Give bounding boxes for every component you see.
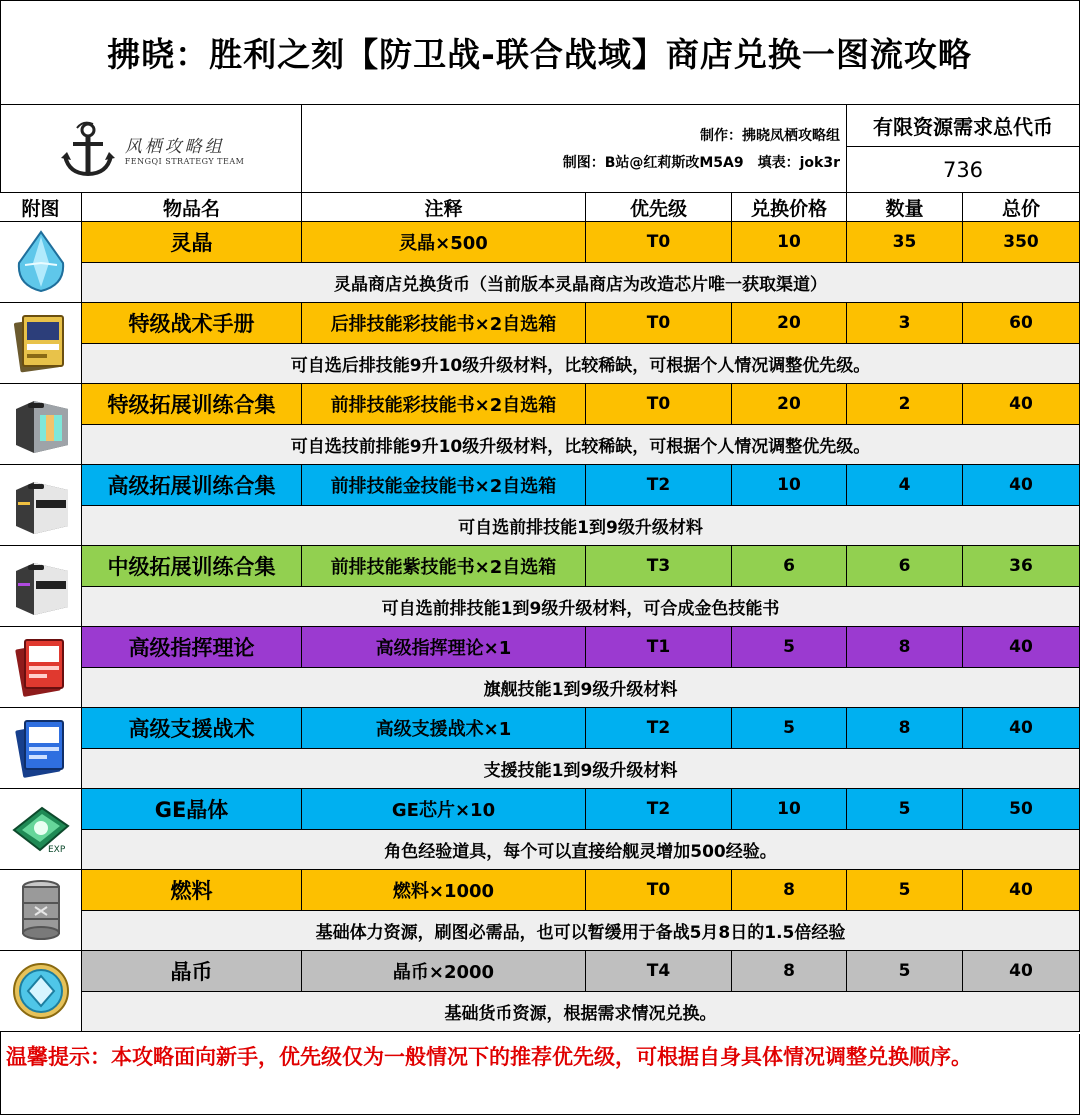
crystal-coin-icon: [10, 960, 72, 1022]
summary-label: 有限资源需求总代币: [847, 105, 1080, 147]
item-description: 基础体力资源，刷图必需品，也可以暂缓用于备战5月8日的1.5倍经验: [82, 911, 1080, 951]
item-priority: T2: [586, 708, 732, 749]
item-name: 特级战术手册: [82, 303, 302, 344]
item-image-cell: [0, 627, 82, 708]
item-name: 特级拓展训练合集: [82, 384, 302, 425]
logo-block: [0, 105, 302, 193]
header-priority: 优先级: [586, 193, 732, 222]
item-price: 20: [732, 303, 847, 344]
command-theory-book-icon: [11, 634, 71, 700]
item-name: 高级指挥理论: [82, 627, 302, 668]
support-tactics-book-icon: [11, 715, 71, 781]
item-name: 中级拓展训练合集: [82, 546, 302, 587]
item-price: 10: [732, 789, 847, 830]
item-image-cell: [0, 465, 82, 546]
item-priority: T0: [586, 384, 732, 425]
item-description: 可自选前排技能1到9级升级材料，可合成金色技能书: [82, 587, 1080, 627]
item-note: 前排技能紫技能书×2自选箱: [302, 546, 586, 587]
item-total: 60: [963, 303, 1080, 344]
item-priority: T0: [586, 303, 732, 344]
ge-crystal-chip-icon: [8, 796, 74, 862]
item-description: 灵晶商店兑换货币（当前版本灵晶商店为改造芯片唯一获取渠道）: [82, 263, 1080, 303]
item-total: 40: [963, 708, 1080, 749]
item-note: 晶币×2000: [302, 951, 586, 992]
item-description: 基础货币资源，根据需求情况兑换。: [82, 992, 1080, 1032]
item-name: 灵晶: [82, 222, 302, 263]
item-price: 20: [732, 384, 847, 425]
item-quantity: 6: [847, 546, 963, 587]
item-description: 可自选后排技能9升10级升级材料，比较稀缺，可根据个人情况调整优先级。: [82, 344, 1080, 384]
logo-en-text: FENGQI STRATEGY TEAM: [124, 156, 245, 166]
item-quantity: 3: [847, 303, 963, 344]
item-note: 前排技能金技能书×2自选箱: [302, 465, 586, 506]
header-quantity: 数量: [847, 193, 963, 222]
item-priority: T0: [586, 870, 732, 911]
item-description: 支援技能1到9级升级材料: [82, 749, 1080, 789]
item-quantity: 2: [847, 384, 963, 425]
item-image-cell: [0, 384, 82, 465]
tactics-manual-icon: [11, 310, 71, 376]
item-description: 角色经验道具，每个可以直接给舰灵增加500经验。: [82, 830, 1080, 870]
item-note: 后排技能彩技能书×2自选箱: [302, 303, 586, 344]
item-image-cell: [0, 222, 82, 303]
item-total: 40: [963, 951, 1080, 992]
header-image: 附图: [0, 193, 82, 222]
credits-block: [302, 105, 847, 193]
item-name: 燃料: [82, 870, 302, 911]
item-total: 40: [963, 870, 1080, 911]
item-priority: T2: [586, 789, 732, 830]
item-price: 5: [732, 708, 847, 749]
item-total: 40: [963, 384, 1080, 425]
page-title: 拂晓：胜利之刻【防卫战-联合战域】商店兑换一图流攻略: [0, 0, 1080, 105]
item-image-cell: [0, 789, 82, 870]
item-price: 5: [732, 627, 847, 668]
item-total: 40: [963, 627, 1080, 668]
item-image-cell: [0, 708, 82, 789]
item-note: 高级指挥理论×1: [302, 627, 586, 668]
item-quantity: 35: [847, 222, 963, 263]
item-price: 10: [732, 465, 847, 506]
item-price: 8: [732, 951, 847, 992]
item-image-cell: [0, 546, 82, 627]
item-total: 350: [963, 222, 1080, 263]
item-quantity: 8: [847, 708, 963, 749]
spirit-crystal-icon: [11, 229, 71, 295]
item-name: 高级拓展训练合集: [82, 465, 302, 506]
item-priority: T1: [586, 627, 732, 668]
item-priority: T2: [586, 465, 732, 506]
credits-maker: 制作：拂晓凤栖攻略组: [700, 128, 840, 144]
item-image-cell: [0, 951, 82, 1032]
credits-artist: 制图：B站@红莉斯改M5A9 填表：jok3r: [562, 155, 840, 171]
item-quantity: 4: [847, 465, 963, 506]
item-priority: T0: [586, 222, 732, 263]
item-total: 36: [963, 546, 1080, 587]
summary-value: 736: [847, 147, 1080, 193]
item-name: 晶币: [82, 951, 302, 992]
item-quantity: 5: [847, 789, 963, 830]
item-price: 10: [732, 222, 847, 263]
warm-tip: 温馨提示：本攻略面向新手，优先级仅为一般情况下的推荐优先级，可根据自身具体情况调整兑换顺序。: [0, 1034, 1080, 1115]
item-name: GE晶体: [82, 789, 302, 830]
item-image-cell: [0, 303, 82, 384]
expansion-case-purple-icon: [8, 553, 74, 619]
item-note: 高级支援战术×1: [302, 708, 586, 749]
fuel-barrel-icon: [13, 877, 69, 943]
item-description: 可自选技前排能9升10级升级材料，比较稀缺，可根据个人情况调整优先级。: [82, 425, 1080, 465]
header-item-name: 物品名: [82, 193, 302, 222]
item-description: 旗舰技能1到9级升级材料: [82, 668, 1080, 708]
item-note: 前排技能彩技能书×2自选箱: [302, 384, 586, 425]
item-price: 8: [732, 870, 847, 911]
item-price: 6: [732, 546, 847, 587]
item-image-cell: [0, 870, 82, 951]
item-name: 高级支援战术: [82, 708, 302, 749]
item-quantity: 5: [847, 870, 963, 911]
item-priority: T4: [586, 951, 732, 992]
item-total: 40: [963, 465, 1080, 506]
item-description: 可自选前排技能1到9级升级材料: [82, 506, 1080, 546]
item-quantity: 8: [847, 627, 963, 668]
expansion-case-rainbow-icon: [8, 391, 74, 457]
header-price: 兑换价格: [732, 193, 847, 222]
header-total: 总价: [963, 193, 1080, 222]
item-note: GE芯片×10: [302, 789, 586, 830]
svg-text:EXP: EXP: [47, 845, 65, 855]
logo-cn-text: 风栖攻略组: [124, 136, 225, 157]
item-note: 灵晶×500: [302, 222, 586, 263]
item-quantity: 5: [847, 951, 963, 992]
item-priority: T3: [586, 546, 732, 587]
expansion-case-gold-icon: [8, 472, 74, 538]
anchor-logo-icon: [57, 118, 119, 180]
item-note: 燃料×1000: [302, 870, 586, 911]
header-note: 注释: [302, 193, 586, 222]
item-total: 50: [963, 789, 1080, 830]
